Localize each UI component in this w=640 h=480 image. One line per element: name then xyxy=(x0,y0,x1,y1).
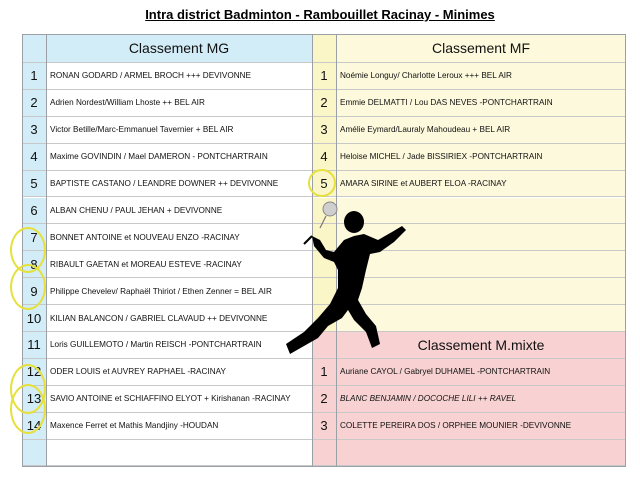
mg-rank: 8 xyxy=(22,251,46,278)
mg-team-names: KILIAN BALANCON / GABRIEL CLAVAUD ++ DEVIVONNE xyxy=(46,305,312,332)
mf-team-names: Amélie Eymard/Lauraly Mahoudeau + BEL AIR xyxy=(336,117,626,144)
mixte-team-names: Auriane CAYOL / Gabryel DUHAMEL -PONTCHARTRAIN xyxy=(336,359,626,386)
mixte-team-names: BLANC BENJAMIN / DOCOCHE LILI ++ RAVEL xyxy=(336,386,626,413)
mf-team-names: Emmie DELMATTI / Lou DAS NEVES -PONTCHARTRAIN xyxy=(336,90,626,117)
mg-rank: 3 xyxy=(22,117,46,144)
mf-header: Classement MF xyxy=(336,34,626,63)
mg-rank: 12 xyxy=(22,359,46,386)
mg-team-names: Maxence Ferret et Mathis Mandjiny -HOUDAN xyxy=(46,413,312,440)
mg-team-names: BAPTISTE CASTANO / LEANDRE DOWNER ++ DEVIVONNE xyxy=(46,171,312,198)
mg-rank: 11 xyxy=(22,332,46,359)
mg-rank: 14 xyxy=(22,413,46,440)
mg-team-names: SAVIO ANTOINE et SCHIAFFINO ELYOT + Kirishanan -RACINAY xyxy=(46,386,312,413)
mf-rank: 3 xyxy=(312,117,336,144)
mg-team-names: Philippe Chevelev/ Raphaël Thiriot / Ethen Zenner = BEL AIR xyxy=(46,278,312,305)
highlight-circle xyxy=(10,264,46,310)
mf-team-names: Noémie Longuy/ Charlotte Leroux +++ BEL AIR xyxy=(336,63,626,90)
mg-team-names: Maxime GOVINDIN / Mael DAMERON - PONTCHARTRAIN xyxy=(46,144,312,171)
mixte-team-names: COLETTE PEREIRA DOS / ORPHEE MOUNIER -DEVIVONNE xyxy=(336,413,626,440)
mixte-rank: 2 xyxy=(312,386,336,413)
mg-rank: 13 xyxy=(22,386,46,413)
mg-rank: 6 xyxy=(22,198,46,225)
mg-team-names: ALBAN CHENU / PAUL JEHAN + DEVIVONNE xyxy=(46,198,312,225)
mg-team-names: ODER LOUIS et AUVREY RAPHAEL -RACINAY xyxy=(46,359,312,386)
mixte-rank: 1 xyxy=(312,359,336,386)
mg-rank: 1 xyxy=(22,63,46,90)
badminton-player-icon xyxy=(282,192,412,362)
mixte-rank: 3 xyxy=(312,413,336,440)
mf-team-names: AMARA SIRINE et AUBERT ELOA -RACINAY xyxy=(336,171,626,198)
mg-team-names: Adrien Nordest/William Lhoste ++ BEL AIR xyxy=(46,90,312,117)
page-title: Intra district Badminton - Rambouillet Racinay - Minimes xyxy=(145,7,495,22)
mg-team-names: Victor Betille/Marc-Emmanuel Tavernier + BEL AIR xyxy=(46,117,312,144)
mg-rank: 2 xyxy=(22,90,46,117)
mg-rank: 7 xyxy=(22,224,46,251)
mg-header: Classement MG xyxy=(46,34,312,63)
highlight-circle xyxy=(10,384,46,434)
mg-rank: 10 xyxy=(22,305,46,332)
mg-rank: 4 xyxy=(22,144,46,171)
mg-team-names: BONNET ANTOINE et NOUVEAU ENZO -RACINAY xyxy=(46,224,312,251)
mg-team-names: Loris GUILLEMOTO / Martin REISCH -PONTCHARTRAIN xyxy=(46,332,312,359)
mf-rank: 2 xyxy=(312,90,336,117)
mf-rank: 1 xyxy=(312,63,336,90)
mg-rank: 5 xyxy=(22,171,46,198)
mf-team-names: Heloise MICHEL / Jade BISSIRIEX -PONTCHARTRAIN xyxy=(336,144,626,171)
mf-rank: 5 xyxy=(312,171,336,198)
mf-rank: 4 xyxy=(312,144,336,171)
mg-rank: 9 xyxy=(22,278,46,305)
mixte-header: Classement M.mixte xyxy=(336,332,626,359)
mg-team-names: RONAN GODARD / ARMEL BROCH +++ DEVIVONNE xyxy=(46,63,312,90)
mg-team-names: RIBAULT GAETAN et MOREAU ESTEVE -RACINAY xyxy=(46,251,312,278)
